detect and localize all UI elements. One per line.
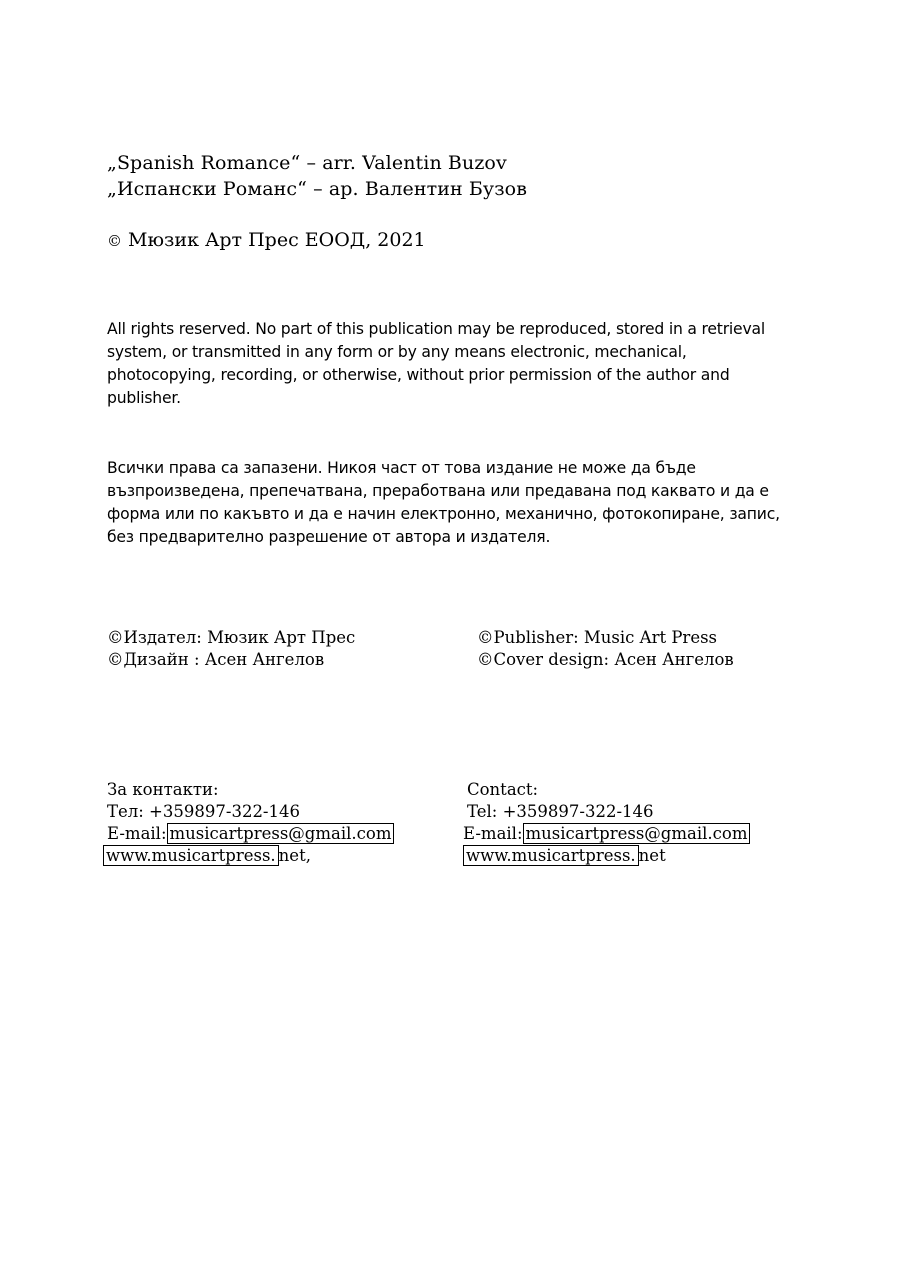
credit-design-en: ©Cover design: Асен Ангелов: [477, 650, 734, 669]
copyright-line: [107, 227, 426, 254]
website-link-en[interactable]: www.musicartpress.: [463, 845, 639, 866]
rights-bulgarian-paragraph: Всички права са запазени. Никоя част от това издание не може да бъде възпроизведена, препечатвана, преработвана или предавана под каквато и да е форма или по какъвто и да е начин електронно, механично, фотокопиране, запис, без предварително разрешение от автора и издателя.: [107, 459, 780, 546]
title-english: „Spanish Romance“ – arr. Valentin Buzov: [107, 152, 507, 174]
credit-design-bg: ©Дизайн : Асен Ангелов: [107, 650, 325, 669]
title-bulgarian: „Испански Романс“ – ар. Валентин Бузов: [107, 178, 528, 200]
contact-web-row-en: [463, 845, 750, 867]
contacts-english: [463, 779, 750, 867]
contact-email-row-bg: [107, 823, 394, 845]
email-label-bg: E-mail:: [107, 824, 167, 843]
website-link-bg[interactable]: www.musicartpress.: [103, 845, 279, 866]
copyright-symbol: ©: [107, 232, 122, 250]
email-label-en: E-mail:: [463, 824, 523, 843]
contact-heading-bg: За контакти:: [107, 780, 219, 799]
website-suffix-bg: net,: [278, 846, 311, 865]
credit-publisher-bg: ©Издател: Мюзик Арт Прес: [107, 628, 356, 647]
credits-english: [477, 627, 734, 671]
contact-phone-bg: Тел: +359897-322-146: [107, 802, 301, 821]
credit-publisher-en: ©Publisher: Music Art Press: [477, 628, 718, 647]
email-link-en[interactable]: musicartpress@gmail.com: [523, 823, 751, 844]
rights-english-paragraph: All rights reserved. No part of this publication may be reproduced, stored in a retrieval system, or transmitted in any form or by any means electronic, mechanical, photocopying, recording, or otherwise, without prior permission of the author and publisher.: [107, 320, 765, 407]
contact-web-row-bg: [107, 845, 394, 867]
contact-heading-en: Contact:: [467, 780, 539, 799]
contact-email-row-en: [463, 823, 750, 845]
website-suffix-en: net: [638, 846, 666, 865]
title-block: [107, 150, 527, 202]
email-link-bg[interactable]: musicartpress@gmail.com: [167, 823, 395, 844]
contact-phone-en: Tel: +359897-322-146: [467, 802, 654, 821]
copyright-text: Мюзик Арт Прес ЕООД, 2021: [128, 229, 426, 251]
contacts-bulgarian: [107, 779, 394, 867]
credits-bulgarian: [107, 627, 355, 671]
